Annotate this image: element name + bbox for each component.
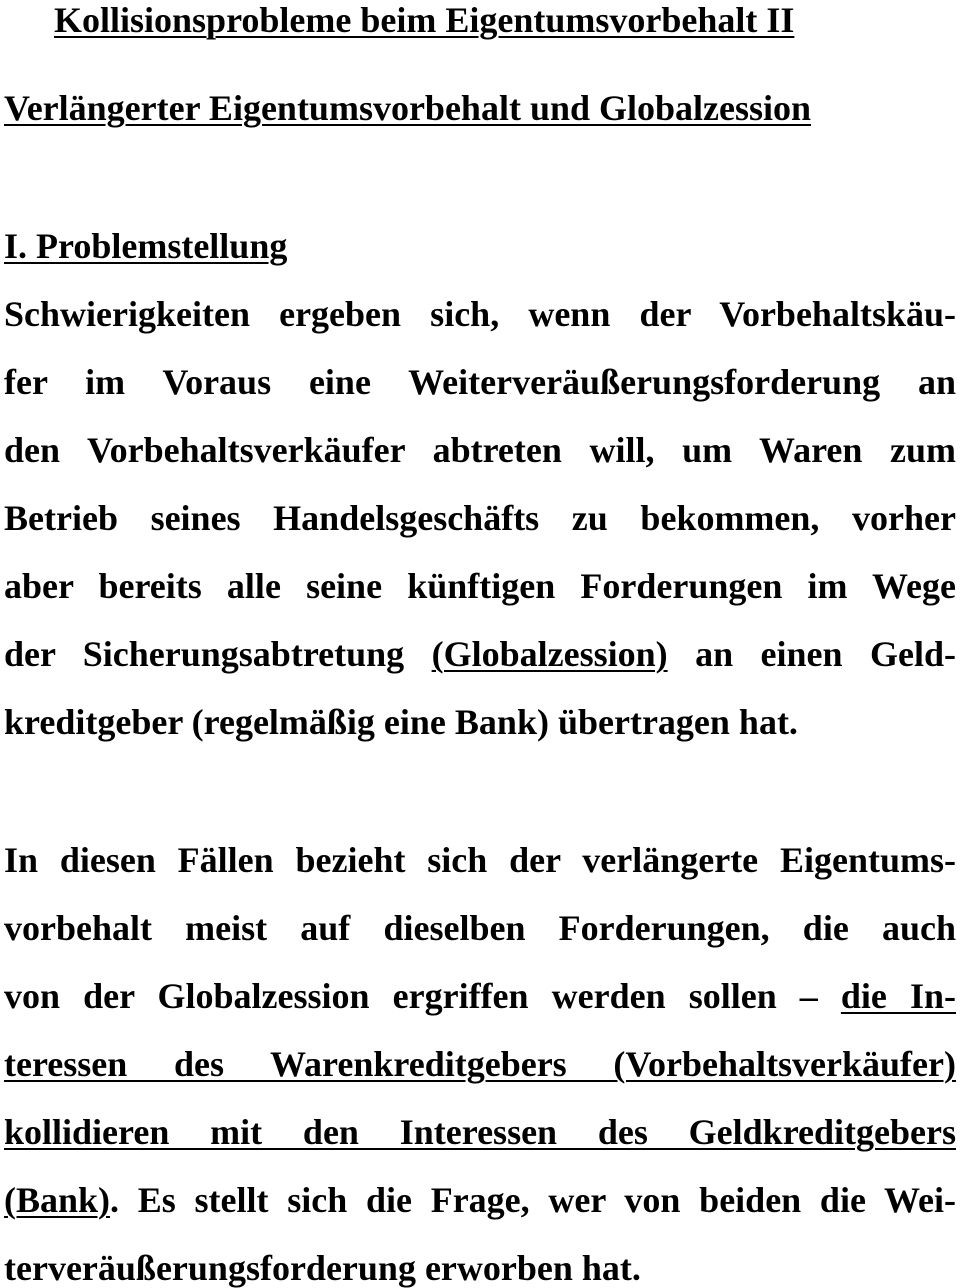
underlined-phrase-line: teressen des Warenkreditgebers (Vorbehaltsverkäufer) xyxy=(4,1044,956,1084)
text-run: der Sicherungsabtretung xyxy=(4,634,432,674)
paragraph-2-line xyxy=(4,978,956,1014)
paragraph-1-line: Schwierigkeiten ergeben sich, wenn der Vorbehaltskäu- xyxy=(4,294,956,334)
paragraph-1-line xyxy=(4,636,956,672)
paragraph-2-line: terveräußerungsforderung erworben hat. xyxy=(4,1248,641,1288)
paragraph-1-line: kreditgeber (regelmäßig eine Bank) übertragen hat. xyxy=(4,702,798,742)
underlined-phrase: die In- xyxy=(840,976,956,1016)
underlined-phrase-line: kollidieren mit den Interessen des Geldkreditgebers xyxy=(4,1112,956,1152)
paragraph-2-line: In diesen Fällen bezieht sich der verlängerte Eigentums- xyxy=(4,840,956,880)
underlined-term-globalzession: (Globalzession) xyxy=(431,634,668,674)
document-title-line-1: Kollisionsprobleme beim Eigentumsvorbehalt II xyxy=(54,0,795,40)
underlined-phrase: (Bank) xyxy=(4,1180,111,1220)
document-title-line-2: Verlängerter Eigentumsvorbehalt und Globalzession xyxy=(4,88,812,128)
text-run: von der Globalzession ergriffen werden sollen – xyxy=(4,976,841,1016)
section-heading: I. Problemstellung xyxy=(4,226,288,266)
paragraph-2-line: vorbehalt meist auf dieselben Forderungen, die auch xyxy=(4,908,956,948)
paragraph-1-line: aber bereits alle seine künftigen Forderungen im Wege xyxy=(4,566,956,606)
paragraph-1-line: den Vorbehaltsverkäufer abtreten will, um Waren zum xyxy=(4,430,956,470)
paragraph-1-line: Betrieb seines Handelsgeschäfts zu bekommen, vorher xyxy=(4,498,956,538)
text-run: . Es stellt sich die Frage, wer von beiden die Wei- xyxy=(110,1180,956,1220)
paragraph-1-line: fer im Voraus eine Weiterveräußerungsforderung an xyxy=(4,362,956,402)
text-run: an einen Geld- xyxy=(667,634,956,674)
paragraph-2-line xyxy=(4,1182,956,1218)
